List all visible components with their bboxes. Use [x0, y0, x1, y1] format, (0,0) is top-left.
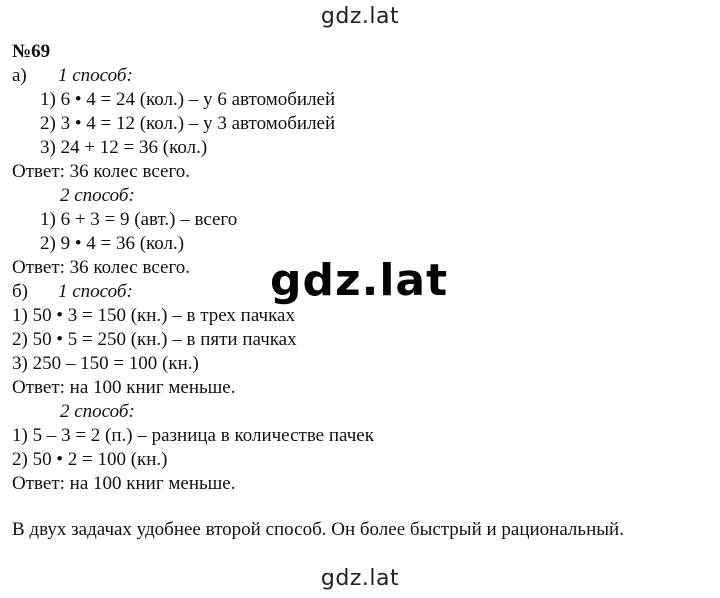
part-b-m1-step-3: 3) 250 – 150 = 100 (кн.) [12, 353, 199, 374]
part-a-m1-step-1: 1) 6 • 4 = 24 (кол.) – у 6 автомобилей [40, 89, 336, 110]
part-b-m1-answer: Ответ: на 100 книг меньше. [12, 377, 236, 398]
part-a-method-2-title: 2 способ: [60, 185, 135, 206]
part-a-label: а) [12, 65, 27, 86]
part-a-m1-step-3: 3) 24 + 12 = 36 (кол.) [40, 137, 208, 158]
part-a-m1-answer: Ответ: 36 колес всего. [12, 161, 191, 182]
part-a-m2-answer: Ответ: 36 колес всего. [12, 257, 191, 278]
part-a-method-1-title: 1 способ: [58, 65, 133, 86]
part-b-m1-step-2: 2) 50 • 5 = 250 (кн.) – в пяти пачках [12, 329, 297, 350]
task-number: №69 [12, 41, 51, 62]
watermark-top: gdz.lat [320, 4, 400, 29]
conclusion: В двух задачах удобнее второй способ. Он более быстрый и рациональный. [12, 519, 624, 540]
part-a-m2-step-1: 1) 6 + 3 = 9 (авт.) – всего [40, 209, 238, 230]
watermark-center: gdz.lat [270, 255, 449, 306]
part-b-m2-answer: Ответ: на 100 книг меньше. [12, 473, 236, 494]
part-a-m1-step-2: 2) 3 • 4 = 12 (кол.) – у 3 автомобилей [40, 113, 336, 134]
part-b-m2-step-2: 2) 50 • 2 = 100 (кн.) [12, 449, 168, 470]
part-b-m2-step-1: 1) 5 – 3 = 2 (п.) – разница в количестве пачек [12, 425, 374, 446]
spacer [12, 496, 712, 518]
part-b-label: б) [12, 281, 28, 302]
part-a-m2-step-2: 2) 9 • 4 = 36 (кол.) [40, 233, 185, 254]
watermark-bottom: gdz.lat [320, 566, 400, 591]
part-b-method-2-title: 2 способ: [60, 401, 135, 422]
part-b-m1-step-1: 1) 50 • 3 = 150 (кн.) – в трех пачках [12, 305, 295, 326]
part-a-method-1-header [12, 64, 712, 88]
part-b-method-1-title: 1 способ: [58, 281, 133, 302]
